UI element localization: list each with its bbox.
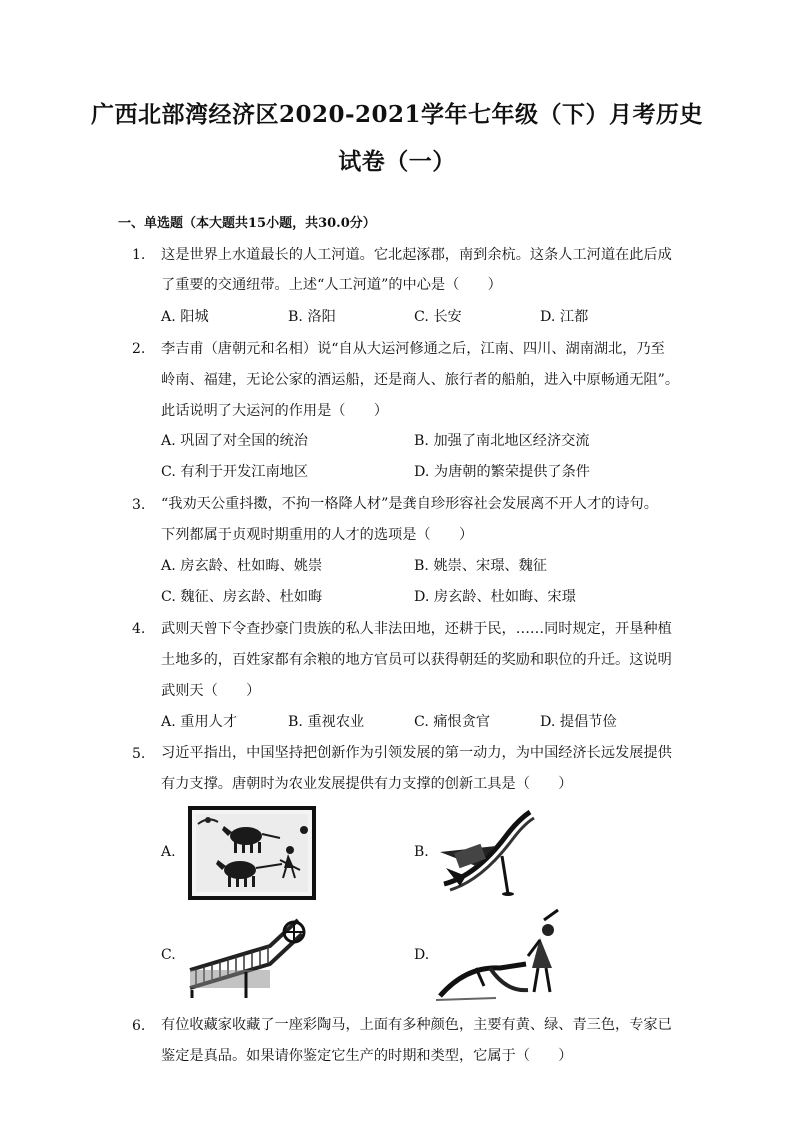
option-b: B. 姚崇、宋璟、魏征 [414, 558, 547, 574]
option-a: A. 阳城 [161, 309, 209, 325]
option-c: C. 魏征、房玄龄、杜如晦 [161, 589, 323, 605]
option-c: C. 痛恨贪官 [414, 714, 491, 730]
question-number: 3. [132, 497, 146, 513]
ox-plowing-mural-image [188, 806, 316, 900]
question-text-line: 李吉甫（唐朝元和名相）说“自从大运河修通之后，江南、四川、湖南湖北，乃至 [161, 341, 665, 357]
question-text-line: “我劝天公重抖擞，不拘一格降人材”是龚自珍形容社会发展离不开人才的诗句。 [161, 496, 658, 512]
option-a: A. 重用人才 [161, 714, 238, 730]
option-d-label: D. [414, 947, 430, 963]
option-b: B. 加强了南北地区经济交流 [414, 433, 590, 449]
option-c: C. 长安 [414, 309, 462, 325]
option-d: D. 房玄龄、杜如晦、宋璟 [414, 589, 576, 605]
dragon-bone-water-wheel-image [186, 912, 310, 1000]
question-text-line: 了重要的交通纽带。上述“人工河道”的中心是（ ） [161, 277, 502, 293]
option-c: C. 有利于开发江南地区 [161, 464, 309, 480]
question-number: 5. [132, 746, 146, 762]
question-text-line: 土地多的，百姓家都有余粮的地方官员可以获得朝廷的奖励和职位的升迁。这说明 [161, 652, 672, 668]
farmer-with-plow-image [436, 906, 566, 1004]
option-a: A. 房玄龄、杜如晦、姚崇 [161, 558, 323, 574]
option-b: B. 重视农业 [288, 714, 365, 730]
option-b-label: B. [414, 844, 429, 860]
question-number: 1. [132, 247, 146, 263]
curved-shaft-plow-image [436, 806, 536, 898]
question-text-line: 习近平指出，中国坚持把创新作为引领发展的第一动力，为中国经济长远发展提供 [161, 745, 672, 761]
page-title-line-2: 试卷（一） [338, 148, 456, 175]
question-number: 2. [132, 341, 146, 357]
question-text-line: 有位收藏家收藏了一座彩陶马，上面有多种颜色，主要有黄、绿、青三色，专家已 [161, 1017, 672, 1033]
question-text-line: 岭南、福建，无论公家的酒运船，还是商人、旅行者的船舶，进入中原畅通无阻”。 [161, 372, 680, 388]
question-text-line: 鉴定是真品。如果请你鉴定它生产的时期和类型，它属于（ ） [161, 1048, 573, 1064]
option-c-label: C. [161, 947, 176, 963]
option-d: D. 提倡节俭 [540, 714, 617, 730]
option-b: B. 洛阳 [288, 309, 336, 325]
question-text-line: 有力支撑。唐朝时为农业发展提供有力支撑的创新工具是（ ） [161, 776, 573, 792]
question-number: 4. [132, 621, 146, 637]
question-text-line: 下列都属于贞观时期重用的人才的选项是（ ） [161, 527, 474, 543]
option-a: A. 巩固了对全国的统治 [161, 433, 308, 449]
page-title-line-1: 广西北部湾经济区2020-2021学年七年级（下）月考历史 [90, 101, 704, 128]
question-text-line: 武则天曾下令查抄豪门贵族的私人非法田地，还耕于民，……同时规定，开垦种植 [161, 621, 672, 637]
question-text-line: 武则天（ ） [161, 683, 261, 699]
question-text-line: 这是世界上水道最长的人工河道。它北起涿郡，南到余杭。这条人工河道在此后成 [161, 247, 672, 263]
option-a-label: A. [161, 844, 176, 860]
option-d: D. 为唐朝的繁荣提供了条件 [414, 464, 590, 480]
question-number: 6. [132, 1018, 146, 1034]
option-d: D. 江都 [540, 309, 589, 325]
section-heading: 一、单选题（本大题共15小题，共30.0分） [118, 216, 376, 231]
question-text-line: 此话说明了大运河的作用是（ ） [161, 403, 389, 419]
